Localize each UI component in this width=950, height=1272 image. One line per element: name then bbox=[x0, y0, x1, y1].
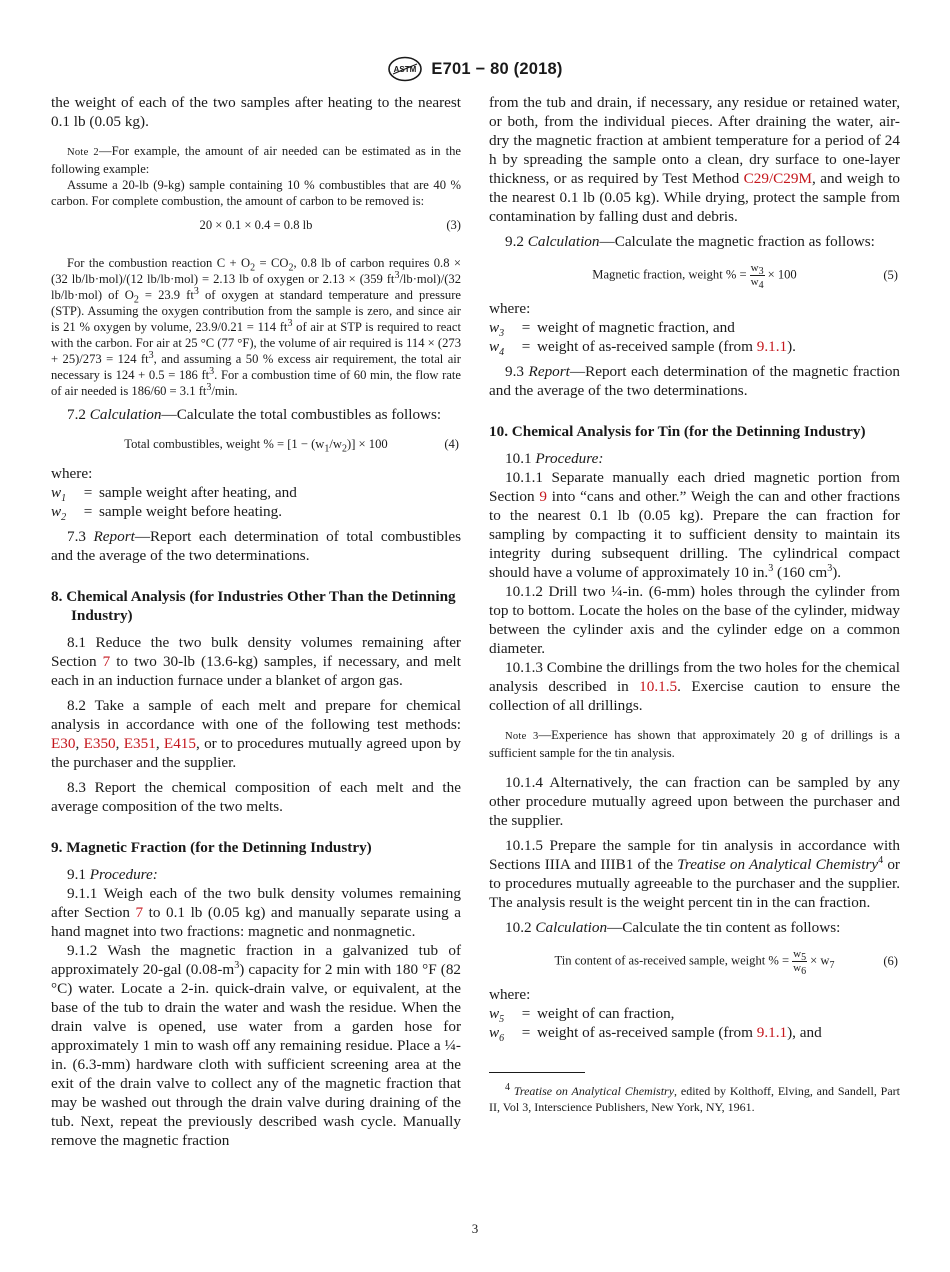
standard-link-c29[interactable]: C29/C29M bbox=[743, 170, 812, 187]
section-10-1: 10.1 Procedure: bbox=[505, 450, 604, 467]
note-paragraph: Assume a 20-lb (9-kg) sample containing 10 % combustibles that are 40 % carbon. For complete combustion, the amount of carbon to be removed is: bbox=[51, 178, 461, 208]
right-column bbox=[489, 93, 900, 1115]
paragraph: the weight of each of the two samples after heating to the nearest 0.1 lb (0.05 kg). bbox=[51, 94, 461, 130]
page-header bbox=[0, 56, 950, 82]
section-7-3: 7.3 Report—Report each determination of total combustibles and the average of the two determinations. bbox=[51, 528, 461, 564]
section-9-1: 9.1 Procedure: bbox=[67, 866, 158, 883]
left-column bbox=[51, 93, 461, 1150]
equation-number: (3) bbox=[446, 218, 461, 232]
paragraph: from the tub and drain, if necessary, any residue or retained water, or both, from the individual pieces. After draining the water, air-dry the magnetic fraction at ambient temperature for a period of 24 h by spreading the sample onto a clean, dry surface to one-layer thickness, or as required by Test Method C29/C29M, and weigh to the nearest 0.1 lb (0.05 kg). While drying, protect the sample from contamination by falling dust and debris. bbox=[489, 94, 901, 225]
where-label: where: bbox=[51, 465, 93, 482]
section-link[interactable]: 7 bbox=[135, 904, 144, 921]
section-heading-10: 10. Chemical Analysis for Tin (for the Detinning Industry) bbox=[489, 423, 866, 440]
standard-link-e415[interactable]: E415 bbox=[163, 735, 196, 752]
equation-5: Magnetic fraction, weight % = $\frac{w_3}{w_4}$ × 100 (5) bbox=[592, 261, 898, 291]
section-10-1-4: 10.1.4 Alternatively, the can fraction can be sampled by any other procedure mutually agreed upon between the purchaser and the supplier. bbox=[489, 774, 900, 829]
document-designation: E701 − 80 (2018) bbox=[431, 59, 563, 78]
definition-w2: $w_2$ = sample weight before heating. bbox=[51, 503, 283, 524]
footnote-4: $^4$ Treatise on Analytical Chemistry, edited by Kolthoff, Elving, and Sandell, Part II, Vol 3, Interscience Publishers, New York, NY, 1961. bbox=[489, 1082, 900, 1114]
section-8-2: 8.2 Take a sample of each melt and prepare for chemical analysis in accordance with one of the following test methods: E30, E350, E351, E415, or to procedures mutually agreed upon by the purchaser and the supplier. bbox=[51, 697, 462, 771]
section-9-2: 9.2 Calculation—Calculate the magnetic fraction as follows: bbox=[505, 233, 875, 250]
standard-link-e350[interactable]: E350 bbox=[83, 735, 116, 752]
astm-logo-icon bbox=[387, 56, 423, 82]
standard-link-e351[interactable]: E351 bbox=[123, 735, 156, 752]
note-paragraph: For the combustion reaction $C + O_2 = CO_2$, 0.8 lb of carbon requires 0.8 × (32 lb/lb·mol)/(12 lb/lb·mol) = 2.13 lb of oxygen or 2.13 × (359 $ft^3/lb\cdot mol)/(32$ lb/lb·mol) of $O_2 = 23.9$ $ft^3$ of oxygen at standard temperature and pressure (STP). Assuming the oxygen contribution from the sample is zero, and since air is 21 % oxygen by volume, 23.9/0.21 = 114 $ft^3$ of air at STP is required to react with the carbon. For air at 25 °C (77 °F), the volume of air required is 114 × (273 + 25)/273 = 124 $ft^3$, and assuming a 50 % excess air requirement, the total air necessary is 124 + 0.5 = 186 $ft^3$. For a combustion time of 60 min, the flow rate of air needed is 186/60 = 3.1 $ft^3/\min$. bbox=[51, 256, 462, 398]
where-label: where: bbox=[489, 300, 531, 317]
section-8-1: 8.1 Reduce the two bulk density volumes remaining after Section 7 to two 30-lb (13.6-kg) samples, if necessary, and melt each in an induction furnace under a blanket of argon gas. bbox=[51, 634, 461, 689]
definition-w5: $w_5$ = weight of can fraction, bbox=[489, 1005, 675, 1026]
section-heading-8: 8. Chemical Analysis (for Industries Other Than the Detinning Industry) bbox=[51, 588, 456, 624]
section-link[interactable]: 7 bbox=[102, 653, 111, 670]
definition-w1: $w_1$ = sample weight after heating, and bbox=[51, 484, 297, 505]
equation-3: 20 × 0.1 × 0.4 = 0.8 lb (3) bbox=[199, 218, 461, 232]
note-label: Note 2 bbox=[67, 147, 99, 158]
svg-text:ASTM: ASTM bbox=[394, 65, 417, 74]
equation-6: Tin content of as-received sample, weight % = $\frac{w_5}{w_6}$ × $w_7$ (6) bbox=[554, 947, 898, 977]
page-number: 3 bbox=[471, 1221, 479, 1236]
section-link[interactable]: 9.1.1 bbox=[756, 338, 788, 355]
section-heading-9: 9. Magnetic Fraction (for the Detinning Industry) bbox=[51, 839, 372, 856]
section-10-1-5: 10.1.5 Prepare the sample for tin analysis in accordance with Sections IIIA and IIIB1 of the Treatise on Analytical Chemistry$^4$ or to procedures mutually agreeable to the purchaser and the supplier. The analysis result is the weight percent tin in the can fraction. bbox=[489, 837, 900, 911]
section-10-1-2: 10.1.2 Drill two ¼-in. (6-mm) holes through the cylinder from top to bottom. Locate the holes on the base of the cylinder, midway between the cylinder axis and the cylinder edge on a common diameter. bbox=[489, 583, 900, 657]
definition-w4: $w_4$ = weight of as-received sample (from 9.1.1). bbox=[489, 338, 796, 359]
section-10-1-1: 10.1.1 Separate manually each dried magnetic portion from Section 9 into “cans and other.” Weigh the can and other fractions to the nearest 0.1 lb (0.05 kg). Prepare the can fraction for sampling by compacting it to sufficient density to maintain its integrity during subsequent drilling. The cylindrical compact should have a volume of approximately 10 in.$^3$ (160 $cm^3$). bbox=[489, 469, 900, 581]
where-label: where: bbox=[489, 986, 531, 1003]
section-10-2: 10.2 Calculation—Calculate the tin content as follows: bbox=[505, 919, 841, 936]
standard-link-e30[interactable]: E30 bbox=[51, 735, 76, 752]
note-3: Note 3—Experience has shown that approximately 20 g of drillings is a sufficient sample for the tin analysis. bbox=[489, 728, 900, 760]
note-2: Note 2—For example, the amount of air needed can be estimated as in the following example: Assume a 20-lb (9-kg) sample containing 10 % combustibles that are 40 % carbon. For complete combustion, the amount of carbon to be removed is: 20 × 0.1 × 0.4 = 0.8 lb (3) For the combustion reaction $C + O_2 = CO_2$, 0.8 lb of carbon requires 0.8 × (32 lb/lb·mol)/(12 lb/lb·mol) = 2.13 lb of oxygen or 2.13 × (359 $ft^3/lb\cdot mol)/(32$ lb/lb·mol) of $O_2 = 23.9$ $ft^3$ of oxygen at standard temperature and pressure (STP). Assuming the oxygen contribution from the sample is zero, and since air is 21 % oxygen by volume, 23.9/0.21 = 114 $ft^3$ of air at STP is required to react with the carbon. For air at 25 °C (77 °F), the volume of air required is 114 × (273 + 25)/273 = 124 $ft^3$, and assuming a 50 % excess air requirement, the total air necessary is 124 + 0.5 = 186 $ft^3$. For a combustion time of 60 min, the flow rate of air needed is 186/60 = 3.1 $ft^3/\min$. bbox=[51, 144, 462, 398]
section-10-1-3: 10.1.3 Combine the drillings from the two holes for the chemical analysis described in 10.1.5. Exercise caution to ensure the collection of all drillings. bbox=[489, 659, 900, 714]
section-link[interactable]: 10.1.5 bbox=[639, 678, 678, 695]
section-9-1-2: 9.1.2 Wash the magnetic fraction in a galvanized tub of approximately 20-gal $(0.08-m^3)$ capacity for 2 min with 180 °F (82 °C) water. Locate a 2-in. quick-drain valve, or equivalent, at the base of the tub to drain the water and wash the residue. When the drain valve is opened, use water from a garden hose for approximately 1 min to wash off any remaining residue. Place a ¼-in. (6.3-mm) hardware cloth with sufficient screening area at the exit of the drain valve to collect any of the magnetic fraction that may be washed out through the drain valve during draining of the tub. Next, repeat the previously described wash cycle. Manually remove the magnetic fraction bbox=[51, 942, 462, 1149]
section-9-3: 9.3 Report—Report each determination of the magnetic fraction and the average of the two determinations. bbox=[489, 363, 901, 399]
equation-number: (5) bbox=[883, 267, 898, 282]
section-link[interactable]: 9 bbox=[539, 488, 547, 505]
section-9-1-1: 9.1.1 Weigh each of the two bulk density volumes remaining after Section 7 to 0.1 lb (0.05 kg) and manually separate using a hand magnet into two fractions: magnetic and nonmagnetic. bbox=[51, 885, 461, 940]
section-8-3: 8.3 Report the chemical composition of each melt and the average composition of the two melts. bbox=[51, 779, 461, 815]
equation-number: (4) bbox=[444, 436, 459, 451]
equation-number: (6) bbox=[883, 953, 898, 968]
section-7-2: 7.2 Calculation—Calculate the total combustibles as follows: bbox=[67, 406, 442, 423]
section-link[interactable]: 9.1.1 bbox=[756, 1024, 788, 1041]
note-label: Note 3 bbox=[505, 731, 539, 742]
definition-w3: $w_3$ = weight of magnetic fraction, and bbox=[489, 319, 735, 340]
definition-w6: $w_6$ = weight of as-received sample (from 9.1.1), and bbox=[489, 1024, 822, 1045]
footnote-rule bbox=[489, 1072, 585, 1073]
equation-4: Total combustibles, weight % = $[1 - (w_1/w_2)] \times 100$ (4) bbox=[124, 436, 459, 455]
